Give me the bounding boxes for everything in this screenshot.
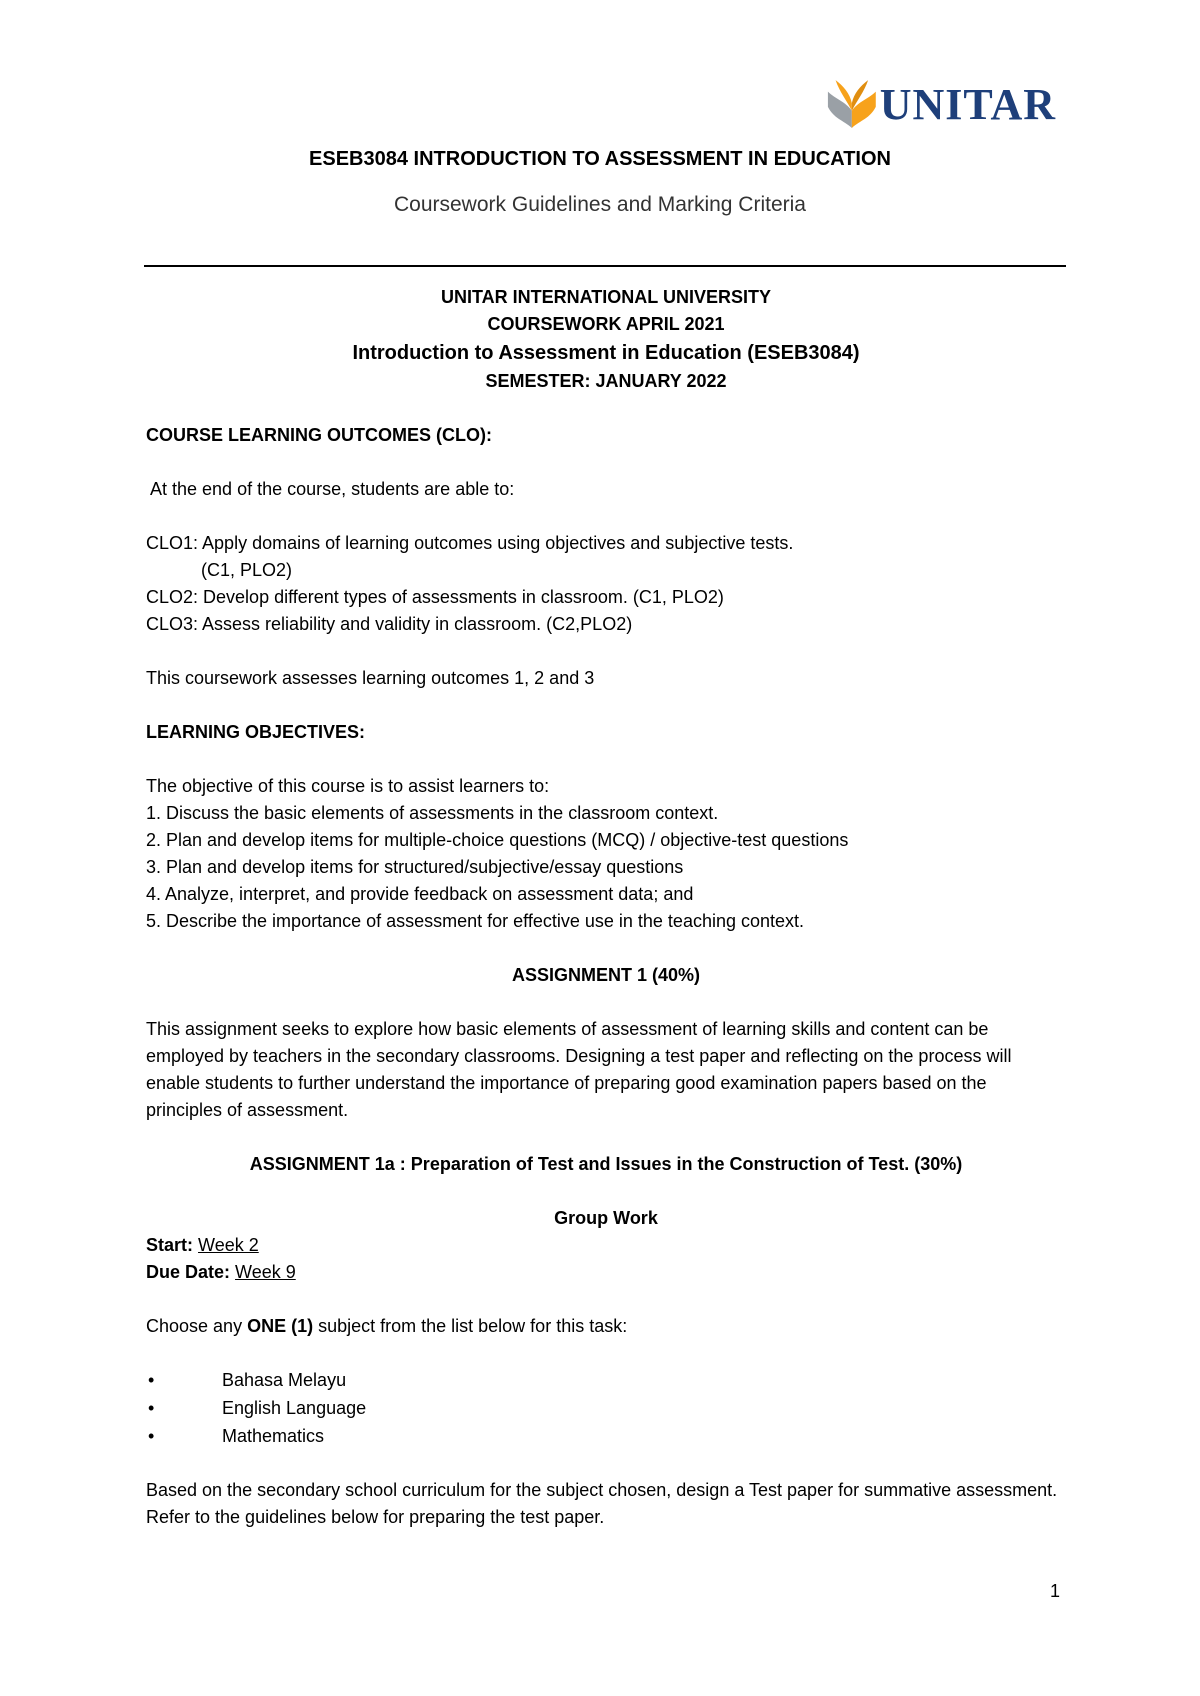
due-line	[146, 1259, 1066, 1286]
clo-label: CLO3:	[146, 614, 199, 634]
objectives-heading: LEARNING OBJECTIVES:	[146, 722, 366, 742]
clo-text: Assess reliability and validity in classroom. (C2,PLO2)	[198, 614, 633, 634]
due-value: Week 9	[235, 1262, 296, 1282]
document-body	[146, 284, 1066, 1531]
clo-item-1	[146, 530, 1066, 557]
document-subtitle: Coursework Guidelines and Marking Criteria	[393, 193, 806, 216]
header-divider	[144, 265, 1066, 267]
unitar-logo	[826, 74, 1056, 136]
subject-list	[146, 1366, 1066, 1450]
clo-label: CLO2:	[146, 587, 199, 607]
course-name: Introduction to Assessment in Education (ESEB3084)	[352, 342, 860, 364]
bullet-icon: •	[148, 1370, 155, 1390]
start-value: Week 2	[198, 1235, 259, 1255]
university-name: UNITAR INTERNATIONAL UNIVERSITY	[440, 287, 771, 307]
objective-item: 5. Describe the importance of assessment for effective use in the teaching context.	[146, 911, 805, 931]
objective-item: 2. Plan and develop items for multiple-choice questions (MCQ) / objective-test questions	[146, 830, 849, 850]
bullet-icon: •	[148, 1398, 155, 1418]
choose-instruction: Choose any ONE (1) subject from the list below for this task:	[146, 1316, 628, 1336]
clo-intro: At the end of the course, students are able to:	[150, 479, 515, 499]
list-item: • Mathematics	[146, 1422, 1066, 1450]
objectives-intro: The objective of this course is to assist learners to:	[146, 776, 550, 796]
coursework-session: COURSEWORK APRIL 2021	[487, 314, 725, 334]
logo-text: UNITAR	[879, 80, 1056, 129]
objective-item: 3. Plan and develop items for structured/subjective/essay questions	[146, 857, 684, 877]
objective-item: 4. Analyze, interpret, and provide feedback on assessment data; and	[146, 884, 694, 904]
objective-item: 1. Discuss the basic elements of assessments in the classroom context.	[146, 803, 719, 823]
clo-item-1-continuation: (C1, PLO2)	[201, 560, 293, 580]
bullet-icon: •	[148, 1426, 155, 1446]
assignment1-description: This assignment seeks to explore how basic elements of assessment of learning skills and content can be employed by teachers in the secondary classrooms. Designing a test paper and reflecting on the process will enable students to further understand the importance of preparing good examination papers based on the principles of assessment.	[146, 1019, 1012, 1120]
clo-heading: COURSE LEARNING OUTCOMES (CLO):	[146, 425, 492, 445]
list-item: • Bahasa Melayu	[146, 1366, 1066, 1394]
work-mode: Group Work	[554, 1208, 658, 1228]
clo-item-2	[146, 584, 1066, 611]
document-title: ESEB3084 INTRODUCTION TO ASSESSMENT IN EDUCATION	[309, 148, 891, 170]
page-number: 1	[1049, 1581, 1060, 1601]
assignment1a-heading: ASSIGNMENT 1a : Preparation of Test and Issues in the Construction of Test. (30%)	[249, 1154, 963, 1174]
start-line	[146, 1232, 1066, 1259]
clo-item-3	[146, 611, 1066, 638]
clo-text: Apply domains of learning outcomes using objectives and subjective tests.	[198, 533, 794, 553]
start-label: Start:	[146, 1235, 194, 1255]
clo-note: This coursework assesses learning outcomes 1, 2 and 3	[146, 668, 595, 688]
clo-text: Develop different types of assessments in classroom. (C1, PLO2)	[198, 587, 724, 607]
assignment1-heading: ASSIGNMENT 1 (40%)	[511, 965, 701, 985]
list-item: • English Language	[146, 1394, 1066, 1422]
book-logo-icon	[826, 77, 878, 133]
clo-label: CLO1:	[146, 533, 199, 553]
semester: SEMESTER: JANUARY 2022	[485, 371, 727, 391]
due-label: Due Date:	[146, 1262, 231, 1282]
closing-instruction: Based on the secondary school curriculum for the subject chosen, design a Test paper for summative assessment. Refer to the guidelines below for preparing the test paper.	[146, 1480, 1058, 1527]
